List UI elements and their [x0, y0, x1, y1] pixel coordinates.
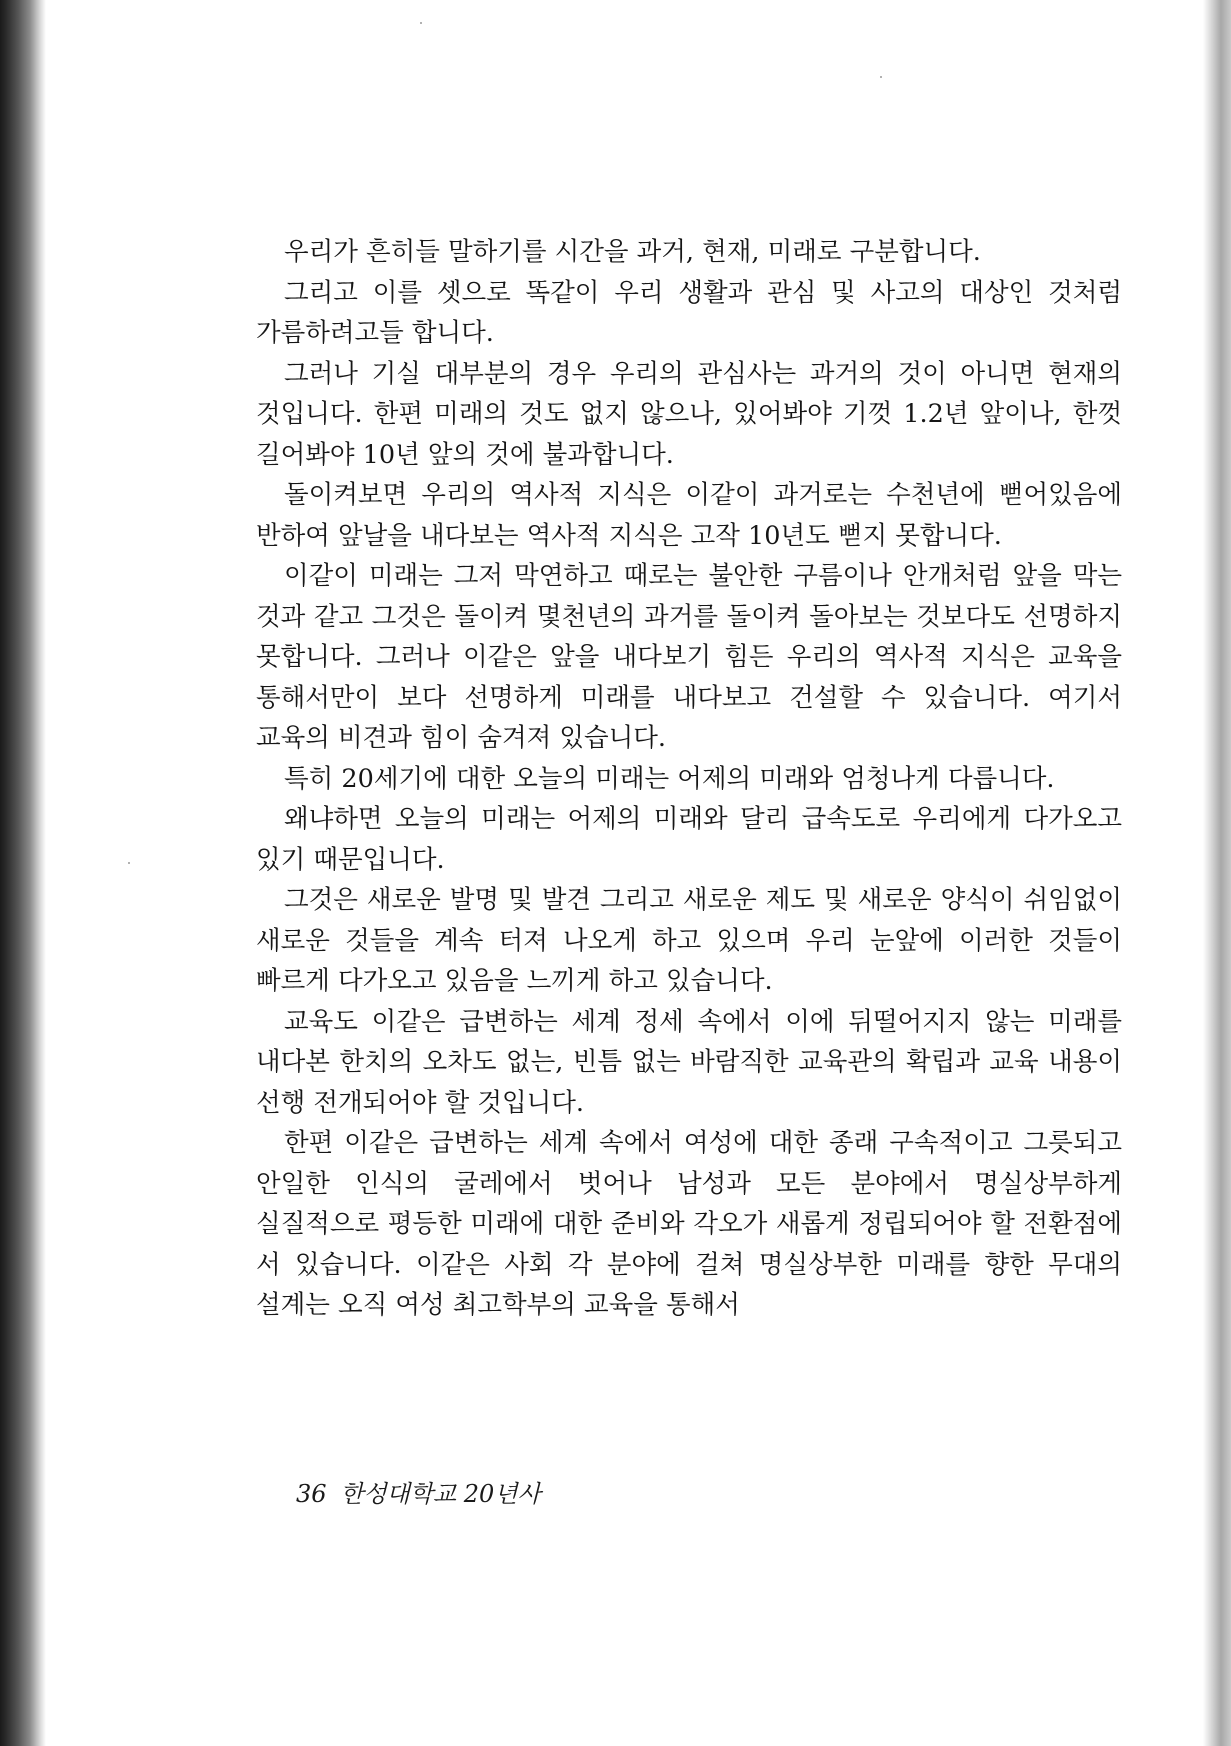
- book-spine-shadow: [0, 0, 46, 1746]
- page-body-text: [256, 232, 1122, 1326]
- paragraph: 교육도 이같은 급변하는 세계 정세 속에서 이에 뒤떨어지지 않는 미래를 내다본 한치의 오차도 없는, 빈틈 없는 바람직한 교육관의 확립과 교육 내용이 선행 전개되어야 할 것입니다.: [256, 1006, 1122, 1118]
- scan-speck: [420, 22, 422, 24]
- paragraph: 특히 20세기에 대한 오늘의 미래는 어제의 미래와 엄청나게 다릅니다.: [284, 763, 1055, 794]
- page-edge-shadow: [1203, 0, 1231, 1746]
- page-number: 36: [296, 1480, 327, 1508]
- paragraph: 한편 이같은 급변하는 세계 속에서 여성에 대한 종래 구속적이고 그릇되고 안일한 인식의 굴레에서 벗어나 남성과 모든 분야에서 명실상부하게 실질적으로 평등한 미래에 대한 준비와 각오가 새롭게 정립되어야 할 전환점에 서 있습니다. 이같은 사회 각 분야에 걸쳐 명실상부한 미래를 향한 무대의 설계는 오직 여성 최고학부의 교육을 통해서: [256, 1128, 1122, 1320]
- paragraph: 이같이 미래는 그저 막연하고 때로는 불안한 구름이나 안개처럼 앞을 막는 것과 같고 그것은 돌이켜 몇천년의 과거를 돌이켜 돌아보는 것보다도 선명하지 못합니다. 그러나 이같은 앞을 내다보기 힘든 우리의 역사적 지식은 교육을 통해서만이 보다 선명하게 미래를 내다보고 건설할 수 있습니다. 여기서 교육의 비견과 힘이 숨겨져 있습니다.: [256, 561, 1122, 753]
- paragraph: 그것은 새로운 발명 및 발견 그리고 새로운 제도 및 새로운 양식이 쉬임없이 새로운 것들을 계속 터져 나오게 하고 있으며 우리 눈앞에 이러한 것들이 빠르게 다가오고 있음을 느끼게 하고 있습니다.: [256, 885, 1122, 996]
- page-footer: [296, 1474, 541, 1509]
- scanned-page: [46, 0, 1203, 1746]
- paragraph: 그리고 이를 셋으로 똑같이 우리 생활과 관심 및 사고의 대상인 것처럼 가름하려고들 합니다.: [256, 277, 1122, 348]
- paragraph: 우리가 흔히들 말하기를 시간을 과거, 현재, 미래로 구분합니다.: [284, 237, 981, 267]
- paragraph: 돌이켜보면 우리의 역사적 지식은 이같이 과거로는 수천년에 뻗어있음에 반하여 앞날을 내다보는 역사적 지식은 고작 10년도 뻗지 못합니다.: [256, 480, 1122, 551]
- paragraph: 왜냐하면 오늘의 미래는 어제의 미래와 달리 급속도로 우리에게 다가오고 있기 때문입니다.: [256, 804, 1122, 875]
- book-title: 한성대학교 20년사: [340, 1480, 541, 1508]
- paragraph: 그러나 기실 대부분의 경우 우리의 관심사는 과거의 것이 아니면 현재의 것입니다. 한편 미래의 것도 없지 않으나, 있어봐야 기껏 1.2년 앞이나, 한껏 길어봐야 10년 앞의 것에 불과합니다.: [256, 358, 1122, 470]
- scan-speck: [880, 76, 882, 78]
- scan-speck: [128, 862, 130, 864]
